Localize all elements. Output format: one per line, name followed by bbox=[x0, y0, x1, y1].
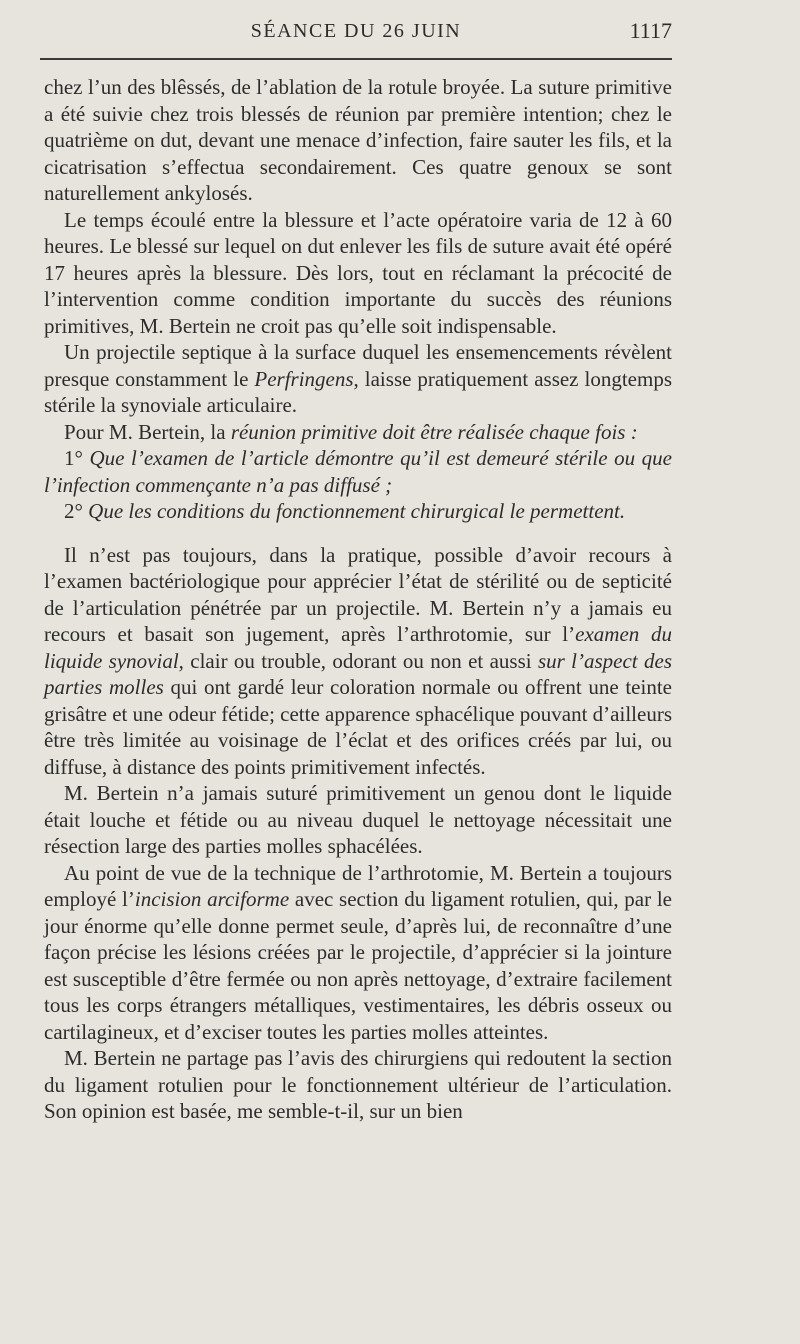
paragraph bbox=[44, 860, 672, 1046]
text-run: 1° bbox=[64, 446, 90, 470]
text-run: avec section du ligament rotulien, qui, par le jour énorme qu’elle donne permet seule, d’après lui, de reconnaître d’une façon précise les lésions créées par le projectile, d’apprécier si la jointure est susceptible d’être fermée ou non après nettoyage, d’extraire facilement tous les corps étrangers métalliques, vestimentaires, les débris osseux ou cartilagineux, et d’exciser toutes les parties molles atteintes. bbox=[44, 887, 672, 1044]
text-run: Pour M. Bertein, la bbox=[64, 419, 231, 444]
italic-text: réunion primitive doit être réalisée chaque fois : bbox=[230, 419, 638, 444]
page-number: 1117 bbox=[629, 18, 672, 43]
paragraph bbox=[44, 339, 672, 419]
italic-text: Que les conditions du fonctionnement chirurgical le permettent. bbox=[88, 499, 626, 523]
header-rule bbox=[40, 58, 672, 60]
italic-text: Perfringens bbox=[254, 366, 354, 391]
running-title: SÉANCE DU 26 JUIN bbox=[250, 20, 462, 42]
paragraph bbox=[44, 542, 672, 781]
paragraph bbox=[44, 74, 672, 207]
text-run: Un projectile septique à la surface duquel les ensemencements révèlent presque constamment le bbox=[44, 340, 672, 391]
body-text bbox=[44, 74, 672, 1125]
text-run: qui ont gardé leur coloration normale ou offrent une teinte grisâtre et une odeur fétide; cette apparence sphacélique pouvant d’ailleurs être très limitée au voisinage de l’éclat et des orifices créés par lui, ou diffuse, à distance des points primitivement infectés. bbox=[44, 675, 672, 779]
paragraph bbox=[44, 445, 672, 498]
paragraph bbox=[44, 207, 672, 340]
text-run: M. Bertein n’a jamais suturé primitivement un genou dont le liquide était louche et fétide ou au niveau duquel le nettoyage nécessitait une résection large des parties molles sphacélées. bbox=[44, 781, 672, 858]
paragraph bbox=[44, 780, 672, 860]
italic-text: Que l’examen de l’article démontre qu’il est demeuré stérile ou que l’infection commençante n’a pas diffusé ; bbox=[44, 446, 672, 497]
text-run: Il n’est pas toujours, dans la pratique, possible d’avoir recours à l’examen bactériologique pour apprécier l’état de stérilité ou de septicité de l’articulation pénétrée par un projectile. M. Bertein n’y a jamais eu recours et basait son jugement, après l’arthrotomie, sur l’ bbox=[44, 542, 672, 646]
text-run: , clair ou trouble, odorant ou non et aussi bbox=[178, 648, 538, 673]
italic-text: incision arciforme bbox=[134, 887, 290, 911]
paragraph bbox=[44, 419, 672, 446]
italic-text: examen du liquide synovial bbox=[44, 622, 672, 673]
text-run: Le temps écoulé entre la blessure et l’acte opératoire varia de 12 à 60 heures. Le blessé sur lequel on dut enlever les fils de suture avait été opéré 17 heures après la blessure. Dès lors, tout en réclamant la précocité de l’intervention comme condition importante du succès des réunions primitives, M. Bertein ne croit pas qu’elle soit indispensable. bbox=[44, 207, 672, 338]
paragraph bbox=[44, 1045, 672, 1125]
text-run: 2° bbox=[64, 499, 89, 523]
text-run: Au point de vue de la technique de l’arthrotomie, M. Bertein a toujours employé l’ bbox=[44, 860, 672, 911]
text-run: chez l’un des blêssés, de l’ablation de la rotule broyée. La suture primitive a été suivie chez trois blessés de réunion par première intention; chez le quatrième on dut, devant une menace d’infection, faire sauter les fils, et la cicatrisation s’effectua secondairement. Ces quatre genoux se sont naturellement ankylosés. bbox=[44, 75, 672, 205]
text-run: , laisse pratiquement assez longtemps stérile la synoviale articulaire. bbox=[44, 366, 672, 417]
italic-text: sur l’aspect des parties molles bbox=[44, 648, 672, 699]
paragraph bbox=[44, 498, 672, 525]
text-run: M. Bertein ne partage pas l’avis des chirurgiens qui redoutent la section du ligament rotulien pour le fonctionnement ultérieur de l’articulation. Son opinion est basée, me semble-t-il, sur un bien bbox=[44, 1046, 672, 1123]
running-head bbox=[40, 16, 672, 50]
